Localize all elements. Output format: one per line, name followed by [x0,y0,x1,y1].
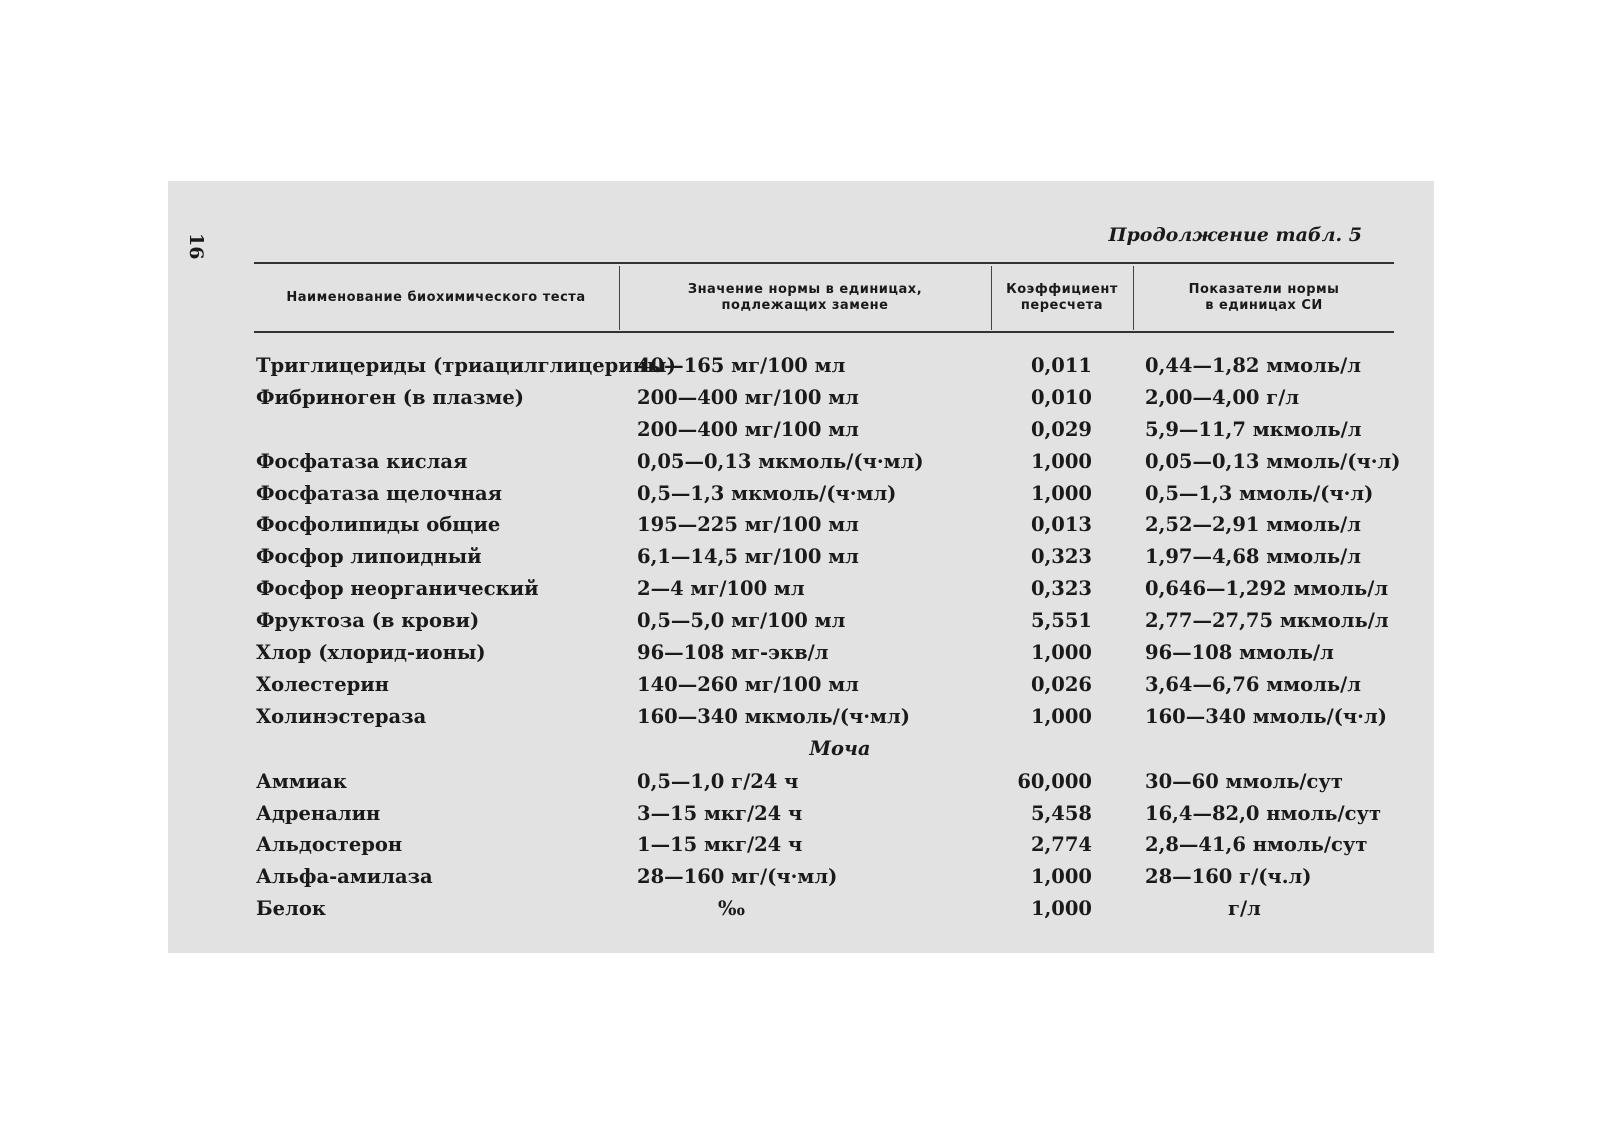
table-row [0,701,1600,733]
si-value: 96—108 ммоль/л [1145,641,1334,665]
old-unit-value: 200—400 мг/100 мл [637,385,859,409]
si-value: 5,9—11,7 мкмоль/л [1145,417,1362,441]
test-name: Фибриноген (в плазме) [256,385,525,409]
header-si-line-1: Показатели нормы [1188,282,1340,297]
header-old-units-line-1: Значение нормы в единицах, [687,282,923,297]
test-name: Холестерин [256,672,390,696]
header-old-units [620,266,990,330]
section-title-urine: Моча [809,736,871,760]
conversion-factor: 0,011 [1030,354,1092,377]
header-test-name [254,266,618,330]
old-unit-value: 0,5—1,3 мкмоль/(ч·мл) [637,481,897,505]
table-row [0,446,1600,478]
table-row [0,382,1600,414]
conversion-factor: 60,000 [1017,769,1092,793]
old-unit-value: 1—15 мкг/24 ч [637,833,803,857]
si-value: г/л [1228,897,1261,921]
table-header-bottom-rule [254,331,1394,333]
table-row [0,350,1600,382]
si-value: 0,646—1,292 ммоль/л [1145,577,1389,601]
table-row [0,766,1600,798]
table-row [0,478,1600,510]
conversion-factor: 1,000 [1030,704,1092,728]
header-si-units [1134,266,1394,330]
old-unit-value: 28—160 мг/(ч·мл) [637,865,838,889]
table-top-rule [254,262,1394,264]
header-test-name-text: Наименование биохимического теста [286,290,586,305]
header-si-line-2: в единицах СИ [1205,298,1323,313]
conversion-factor: 1,000 [1030,481,1092,505]
table-row [0,541,1600,573]
test-name: Хлор (хлорид-ионы) [256,641,486,665]
old-unit-value: 160—340 мкмоль/(ч·мл) [637,704,910,728]
si-value: 3,64—6,76 ммоль/л [1145,672,1362,696]
test-name: Альдостерон [256,833,403,857]
old-unit-value: ‰ [718,897,746,921]
test-name: Фосфатаза щелочная [256,481,503,505]
test-name: Фосфатаза кислая [256,449,468,473]
test-name: Фосфор неорганический [256,577,539,601]
si-value: 0,05—0,13 ммоль/(ч·л) [1145,449,1401,473]
section-row [0,733,1600,766]
old-unit-value: 3—15 мкг/24 ч [637,801,803,825]
conversion-factor: 0,323 [1030,545,1092,569]
table-row [0,414,1600,446]
si-value: 1,97—4,68 ммоль/л [1145,545,1362,569]
header-factor-line-2: пересчета [1020,298,1104,313]
si-value: 2,52—2,91 ммоль/л [1145,513,1362,537]
old-unit-value: 0,05—0,13 мкмоль/(ч·мл) [637,449,924,473]
conversion-factor: 0,010 [1030,385,1092,409]
test-name: Фруктоза (в крови) [256,609,480,633]
header-conversion-factor [992,266,1132,330]
si-value: 2,8—41,6 нмоль/сут [1145,833,1368,857]
si-value: 2,77—27,75 мкмоль/л [1145,609,1389,633]
old-unit-value: 2—4 мг/100 мл [637,577,805,601]
old-unit-value: 140—260 мг/100 мл [637,672,859,696]
old-unit-value: 6,1—14,5 мг/100 мл [637,545,859,569]
old-unit-value: 200—400 мг/100 мл [637,417,859,441]
table-row [0,509,1600,541]
table-row [0,669,1600,701]
old-unit-value: 195—225 мг/100 мл [637,513,859,537]
header-old-units-line-2: подлежащих замене [721,298,889,313]
conversion-factor: 0,323 [1030,577,1092,601]
test-name: Белок [256,897,326,921]
table-row [0,829,1600,861]
si-value: 160—340 ммоль/(ч·л) [1145,704,1387,728]
si-value: 28—160 г/(ч.л) [1145,865,1312,889]
table-row [0,573,1600,605]
old-unit-value: 0,5—1,0 г/24 ч [637,769,799,793]
conversion-factor: 2,774 [1030,833,1092,857]
si-value: 30—60 ммоль/сут [1145,769,1343,793]
header-factor-line-1: Коэффициент [1006,282,1118,297]
old-unit-value: 0,5—5,0 мг/100 мл [637,609,846,633]
conversion-factor: 1,000 [1030,641,1092,665]
table-row [0,861,1600,893]
table-row [0,893,1600,925]
table-continuation-caption: Продолжение табл. 5 [1108,224,1362,246]
conversion-factor: 1,000 [1030,449,1092,473]
conversion-factor: 1,000 [1030,897,1092,921]
conversion-factor: 0,029 [1030,417,1092,441]
conversion-factor: 0,013 [1030,513,1092,537]
table-body [0,350,1600,925]
table-row [0,605,1600,637]
conversion-factor: 5,458 [1030,801,1092,825]
si-value: 2,00—4,00 г/л [1145,385,1300,409]
test-name: Триглицериды (триацилглицерины) [256,354,676,377]
conversion-factor: 1,000 [1030,865,1092,889]
si-value: 16,4—82,0 нмоль/сут [1145,801,1382,825]
table-row [0,637,1600,669]
test-name: Фосфор липоидный [256,545,482,569]
conversion-factor: 0,026 [1030,672,1092,696]
old-unit-value: 40—165 мг/100 мл [637,354,846,377]
conversion-factor: 5,551 [1030,609,1092,633]
test-name: Адреналин [256,801,381,825]
test-name: Альфа-амилаза [256,865,433,889]
si-value: 0,44—1,82 ммоль/л [1145,354,1362,377]
page-number: 16 [185,233,207,260]
test-name: Аммиак [256,769,347,793]
table-row [0,798,1600,830]
si-value: 0,5—1,3 ммоль/(ч·л) [1145,481,1374,505]
old-unit-value: 96—108 мг-экв/л [637,641,829,665]
test-name: Фосфолипиды общие [256,513,501,537]
test-name: Холинэстераза [256,704,427,728]
